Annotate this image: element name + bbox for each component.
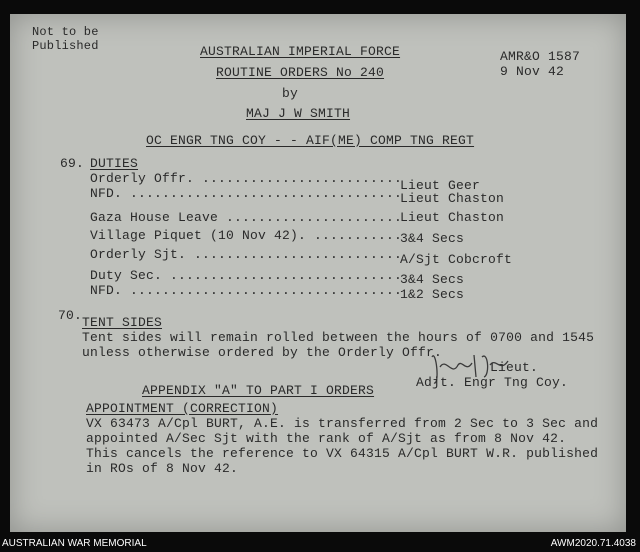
duty-row-value: A/Sjt Cobcroft — [400, 252, 513, 267]
appendix-title: APPENDIX "A" TO PART I ORDERS — [142, 383, 375, 398]
reference-date: 9 Nov 42 — [500, 64, 565, 79]
signature-rank: Lieut. — [490, 360, 539, 375]
footer-credit: AUSTRALIAN WAR MEMORIAL — [2, 538, 147, 549]
appendix-subtitle: APPOINTMENT (CORRECTION) — [86, 401, 279, 416]
header-commander: MAJ J W SMITH — [246, 106, 351, 121]
duty-row-value: 3&4 Secs — [400, 231, 465, 246]
duty-row-label: NFD. .................................. — [90, 283, 403, 298]
signature-appointment: Adjt. Engr Tng Coy. — [416, 375, 569, 390]
duty-row-label: Orderly Sjt. .......................... — [90, 247, 403, 262]
duty-row-label: Village Piquet (10 Nov 42). ........... — [90, 228, 403, 243]
section-70-title: TENT SIDES — [82, 315, 163, 330]
header-by: by — [282, 86, 299, 101]
duty-row-value: 1&2 Secs — [400, 287, 465, 302]
header-orders: ROUTINE ORDERS No 240 — [216, 65, 385, 80]
section-69-number: 69. — [60, 156, 85, 171]
duty-row-value: Lieut Chaston — [400, 210, 505, 225]
duty-row-label: Orderly Offr. ......................... — [90, 171, 403, 186]
appendix-line-2: appointed A/Sec Sjt with the rank of A/Sjt as from 8 Nov 42. — [86, 431, 567, 446]
duty-row-label: NFD. .................................. — [90, 186, 403, 201]
header-unit: OC ENGR TNG COY - - AIF(ME) COMP TNG REGT — [146, 133, 475, 148]
appendix-line-1: VX 63473 A/Cpl BURT, A.E. is transferred from 2 Sec to 3 Sec and — [86, 416, 599, 431]
duty-row-label: Duty Sec. ............................. — [90, 268, 403, 283]
duty-row-label: Gaza House Leave ...................... — [90, 210, 403, 225]
duty-row-value: 3&4 Secs — [400, 272, 465, 287]
section-70-number: 70. — [58, 308, 83, 323]
reference-number: AMR&O 1587 — [500, 49, 581, 64]
section-70-line-2: unless otherwise ordered by the Orderly Offr. — [82, 345, 443, 360]
appendix-line-4: in ROs of 8 Nov 42. — [86, 461, 239, 476]
section-70-line-1: Tent sides will remain rolled between the hours of 0700 and 1545 — [82, 330, 595, 345]
header-force: AUSTRALIAN IMPERIAL FORCE — [200, 44, 401, 59]
appendix-line-3: This cancels the reference to VX 64315 A/Cpl BURT W.R. published — [86, 446, 599, 461]
stamp-line-1: Not to be — [32, 25, 99, 39]
duty-row-value: Lieut Geer — [400, 178, 481, 193]
footer-accession: AWM2020.71.4038 — [550, 538, 636, 549]
section-69-title: DUTIES — [90, 156, 139, 171]
document-sheet — [10, 14, 626, 532]
stamp-line-2: Published — [32, 39, 99, 53]
duty-row-value: Lieut Chaston — [400, 191, 505, 206]
